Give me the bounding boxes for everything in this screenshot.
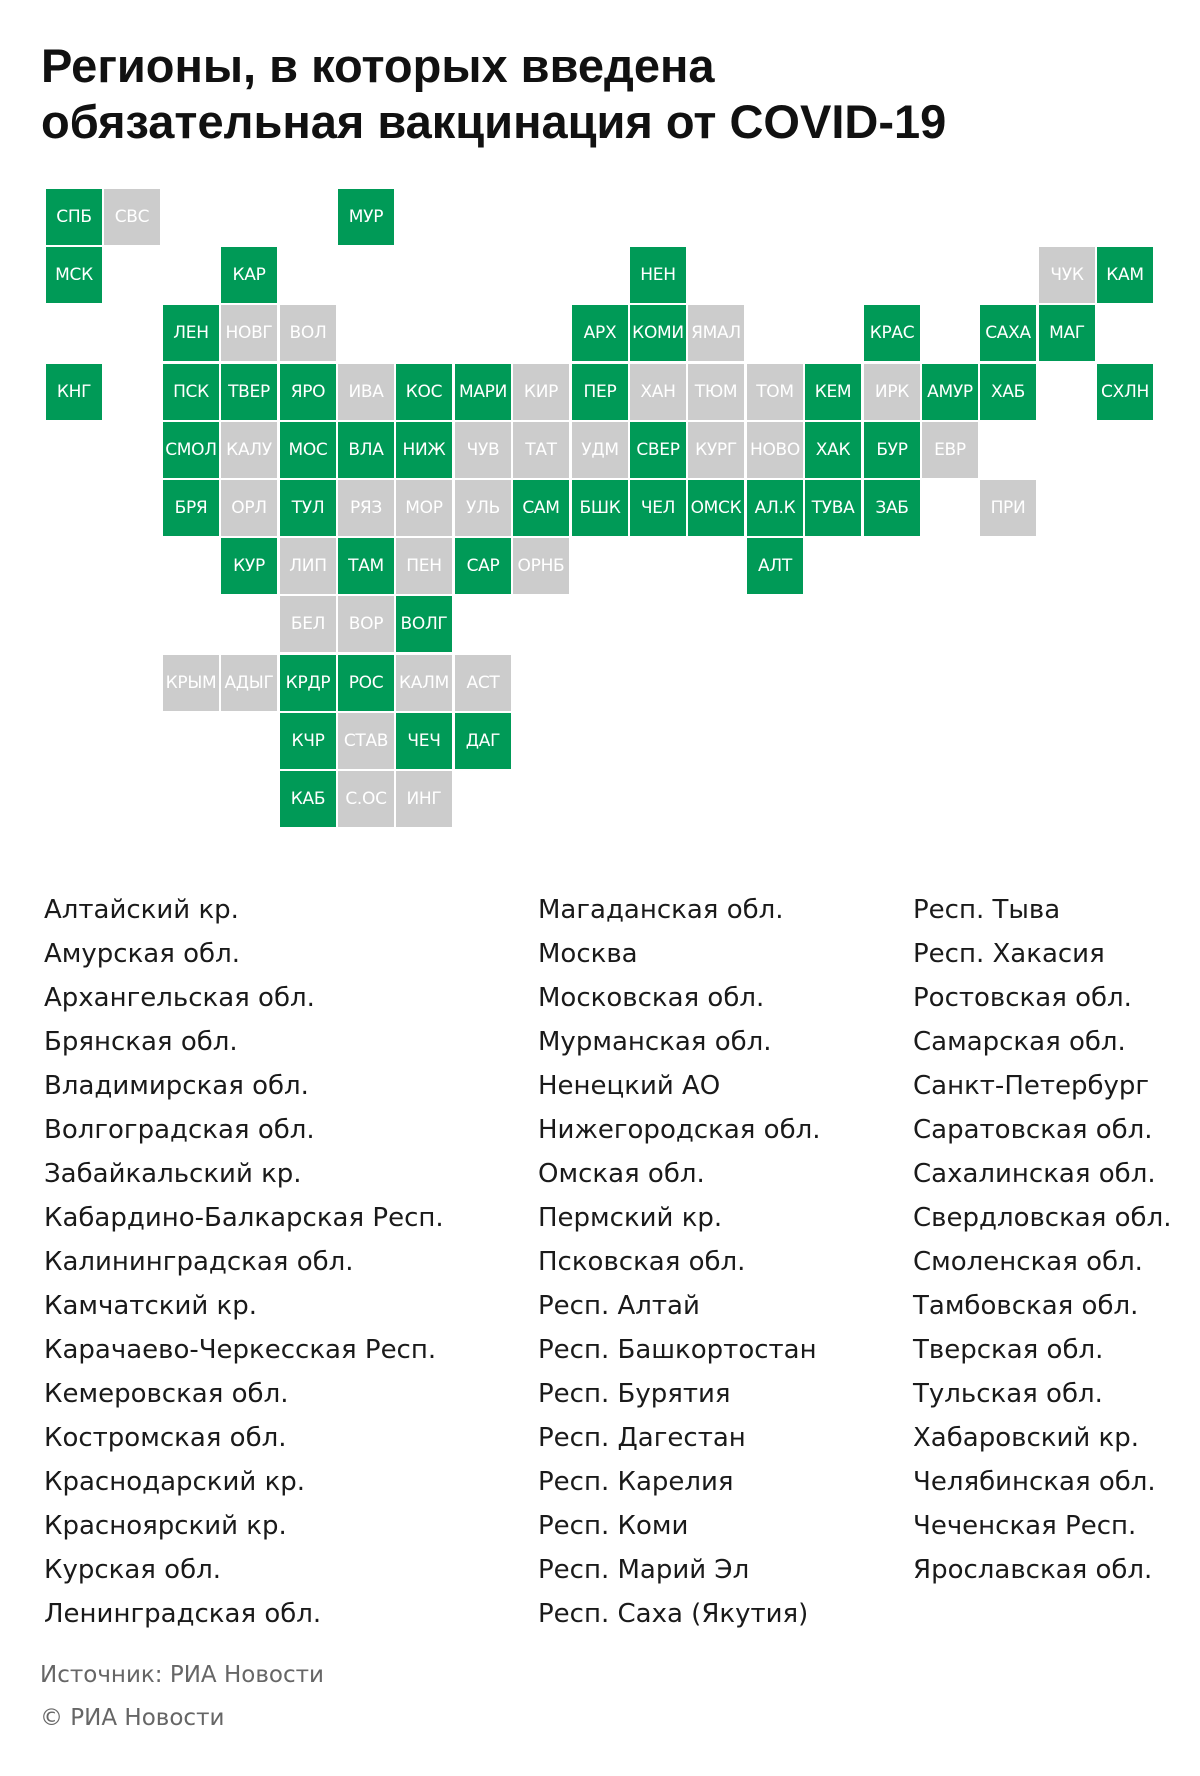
region-tile-КАЛМ: КАЛМ	[396, 655, 452, 711]
region-tile-КЧР: КЧР	[280, 713, 336, 769]
region-list-item: Краснодарский кр.	[44, 1467, 306, 1497]
region-tile-БШК: БШК	[572, 480, 628, 536]
region-list-item: Камчатский кр.	[44, 1291, 257, 1321]
region-list-item: Чеченская Респ.	[913, 1511, 1137, 1541]
region-tile-ВЛА: ВЛА	[338, 422, 394, 478]
region-tile-КИР: КИР	[513, 364, 569, 420]
region-tile-ТВЕР: ТВЕР	[221, 364, 277, 420]
region-tile-ЧЕЧ: ЧЕЧ	[396, 713, 452, 769]
region-tile-СПБ: СПБ	[46, 189, 102, 245]
region-tile-КРЫМ: КРЫМ	[163, 655, 219, 711]
region-tile-ДАГ: ДАГ	[455, 713, 511, 769]
region-list-item: Амурская обл.	[44, 939, 240, 969]
region-list-item: Респ. Карелия	[538, 1467, 734, 1497]
region-tile-СВС: СВС	[104, 189, 160, 245]
region-list-item: Забайкальский кр.	[44, 1159, 302, 1189]
region-list-item: Саратовская обл.	[913, 1115, 1153, 1145]
region-tile-ЕВР: ЕВР	[922, 422, 978, 478]
region-list-item: Респ. Саха (Якутия)	[538, 1599, 809, 1629]
region-list-item: Владимирская обл.	[44, 1071, 309, 1101]
region-tile-САХА: САХА	[980, 305, 1036, 361]
region-list-item: Ненецкий АО	[538, 1071, 721, 1101]
region-tile-ИНГ: ИНГ	[396, 771, 452, 827]
region-list-item: Ярославская обл.	[913, 1555, 1153, 1585]
region-tile-МОС: МОС	[280, 422, 336, 478]
region-list-item: Пермский кр.	[538, 1203, 723, 1233]
region-list-item: Самарская обл.	[913, 1027, 1126, 1057]
region-tile-БЕЛ: БЕЛ	[280, 596, 336, 652]
region-tile-ПЕН: ПЕН	[396, 538, 452, 594]
region-tile-ИВА: ИВА	[338, 364, 394, 420]
region-tile-ПРИ: ПРИ	[980, 480, 1036, 536]
region-tile-КАБ: КАБ	[280, 771, 336, 827]
region-list-item: Москва	[538, 939, 638, 969]
region-list-item: Респ. Хакасия	[913, 939, 1105, 969]
region-list-column-1	[44, 888, 444, 1636]
region-tile-ВОЛГ: ВОЛГ	[396, 596, 452, 652]
region-list-column-3	[913, 888, 1171, 1592]
region-list-item: Респ. Бурятия	[538, 1379, 731, 1409]
region-list-item: Челябинская обл.	[913, 1467, 1156, 1497]
region-list-item: Калининградская обл.	[44, 1247, 354, 1277]
source-note: Источник: РИА Новости	[40, 1662, 324, 1688]
region-tile-ХАН: ХАН	[630, 364, 686, 420]
region-tile-ЗАБ: ЗАБ	[864, 480, 920, 536]
region-tile-УЛЬ: УЛЬ	[455, 480, 511, 536]
region-tile-ОРНБ: ОРНБ	[513, 538, 569, 594]
region-tile-ХАБ: ХАБ	[980, 364, 1036, 420]
region-tile-НОВО: НОВО	[747, 422, 803, 478]
region-tile-СВЕР: СВЕР	[630, 422, 686, 478]
region-list-item: Тамбовская обл.	[913, 1291, 1139, 1321]
region-list-item: Респ. Алтай	[538, 1291, 700, 1321]
region-list-item: Московская обл.	[538, 983, 765, 1013]
region-list-column-2	[538, 888, 820, 1636]
region-list-item: Архангельская обл.	[44, 983, 315, 1013]
region-tile-МУР: МУР	[338, 189, 394, 245]
region-tile-МАГ: МАГ	[1039, 305, 1095, 361]
region-list-item: Красноярский кр.	[44, 1511, 287, 1541]
region-list-item: Нижегородская обл.	[538, 1115, 821, 1145]
region-tile-ТУЛ: ТУЛ	[280, 480, 336, 536]
region-tile-КРДР: КРДР	[280, 655, 336, 711]
region-tile-ТАТ: ТАТ	[513, 422, 569, 478]
region-list-item: Кабардино-Балкарская Респ.	[44, 1203, 444, 1233]
region-tile-ПСК: ПСК	[163, 364, 219, 420]
region-tile-ЧУК: ЧУК	[1039, 247, 1095, 303]
region-tile-ОРЛ: ОРЛ	[221, 480, 277, 536]
region-tile-С.ОС: С.ОС	[338, 771, 394, 827]
region-tile-КАМ: КАМ	[1097, 247, 1153, 303]
region-tile-КУР: КУР	[221, 538, 277, 594]
region-tile-КОМИ: КОМИ	[630, 305, 686, 361]
region-tile-СТАВ: СТАВ	[338, 713, 394, 769]
region-list-item: Тверская обл.	[913, 1335, 1104, 1365]
region-tile-ТАМ: ТАМ	[338, 538, 394, 594]
region-list-item: Свердловская обл.	[913, 1203, 1172, 1233]
region-list-item: Ростовская обл.	[913, 983, 1132, 1013]
region-tile-ЛИП: ЛИП	[280, 538, 336, 594]
region-list-item: Сахалинская обл.	[913, 1159, 1156, 1189]
region-tile-КУРГ: КУРГ	[688, 422, 744, 478]
region-tile-ЛЕН: ЛЕН	[163, 305, 219, 361]
region-tile-КОС: КОС	[396, 364, 452, 420]
title-line-2: обязательная вакцинация от COVID-19	[41, 95, 947, 148]
region-tile-КРАС: КРАС	[864, 305, 920, 361]
region-tile-АЛ.К: АЛ.К	[747, 480, 803, 536]
region-list-item: Брянская обл.	[44, 1027, 238, 1057]
region-tile-КАР: КАР	[221, 247, 277, 303]
region-list-item: Респ. Тыва	[913, 895, 1061, 925]
region-tile-ХАК: ХАК	[805, 422, 861, 478]
region-list-item: Магаданская обл.	[538, 895, 784, 925]
tile-grid-map	[0, 0, 1200, 860]
region-tile-НИЖ: НИЖ	[396, 422, 452, 478]
region-tile-ЯРО: ЯРО	[280, 364, 336, 420]
region-list-item: Алтайский кр.	[44, 895, 239, 925]
region-list-item: Курская обл.	[44, 1555, 222, 1585]
region-tile-ПЕР: ПЕР	[572, 364, 628, 420]
region-tile-ВОЛ: ВОЛ	[280, 305, 336, 361]
region-tile-НОВГ: НОВГ	[221, 305, 277, 361]
region-tile-ЧЕЛ: ЧЕЛ	[630, 480, 686, 536]
region-tile-АСТ: АСТ	[455, 655, 511, 711]
region-list-item: Респ. Марий Эл	[538, 1555, 750, 1585]
region-tile-МАРИ: МАРИ	[455, 364, 511, 420]
region-tile-МОР: МОР	[396, 480, 452, 536]
region-list-item: Кемеровская обл.	[44, 1379, 289, 1409]
region-list-item: Тульская обл.	[913, 1379, 1103, 1409]
region-list-item: Санкт-Петербург	[913, 1071, 1150, 1101]
region-tile-ВОР: ВОР	[338, 596, 394, 652]
region-list-item: Волгоградская обл.	[44, 1115, 315, 1145]
region-tile-АМУР: АМУР	[922, 364, 978, 420]
copyright-note: © РИА Новости	[40, 1705, 225, 1731]
region-tile-ЧУВ: ЧУВ	[455, 422, 511, 478]
region-tile-АРХ: АРХ	[572, 305, 628, 361]
region-tile-ТЮМ: ТЮМ	[688, 364, 744, 420]
region-list-item: Хабаровский кр.	[913, 1423, 1139, 1453]
region-tile-ОМСК: ОМСК	[688, 480, 744, 536]
region-tile-ЯМАЛ: ЯМАЛ	[688, 305, 744, 361]
region-list-item: Псковская обл.	[538, 1247, 746, 1277]
region-list-item: Костромская обл.	[44, 1423, 287, 1453]
region-tile-БРЯ: БРЯ	[163, 480, 219, 536]
region-list-item: Омская обл.	[538, 1159, 705, 1189]
region-tile-МСК: МСК	[46, 247, 102, 303]
region-tile-СХЛН: СХЛН	[1097, 364, 1153, 420]
title-line-1: Регионы, в которых введена	[41, 39, 715, 92]
region-tile-РЯЗ: РЯЗ	[338, 480, 394, 536]
region-tile-ИРК: ИРК	[864, 364, 920, 420]
region-list-item: Респ. Башкортостан	[538, 1335, 817, 1365]
region-tile-САМ: САМ	[513, 480, 569, 536]
region-tile-КАЛУ: КАЛУ	[221, 422, 277, 478]
region-tile-НЕН: НЕН	[630, 247, 686, 303]
region-tile-УДМ: УДМ	[572, 422, 628, 478]
region-list-item: Карачаево-Черкесская Респ.	[44, 1335, 437, 1365]
region-list-item: Респ. Дагестан	[538, 1423, 746, 1453]
region-list-item: Смоленская обл.	[913, 1247, 1143, 1277]
region-tile-ТУВА: ТУВА	[805, 480, 861, 536]
region-tile-ТОМ: ТОМ	[747, 364, 803, 420]
region-list-item: Респ. Коми	[538, 1511, 689, 1541]
region-tile-СМОЛ: СМОЛ	[163, 422, 219, 478]
region-tile-РОС: РОС	[338, 655, 394, 711]
region-list-item: Мурманская обл.	[538, 1027, 772, 1057]
region-list-item: Ленинградская обл.	[44, 1599, 322, 1629]
region-tile-АЛТ: АЛТ	[747, 538, 803, 594]
region-tile-БУР: БУР	[864, 422, 920, 478]
region-tile-КЕМ: КЕМ	[805, 364, 861, 420]
region-tile-САР: САР	[455, 538, 511, 594]
region-tile-АДЫГ: АДЫГ	[221, 655, 277, 711]
region-tile-КНГ: КНГ	[46, 364, 102, 420]
